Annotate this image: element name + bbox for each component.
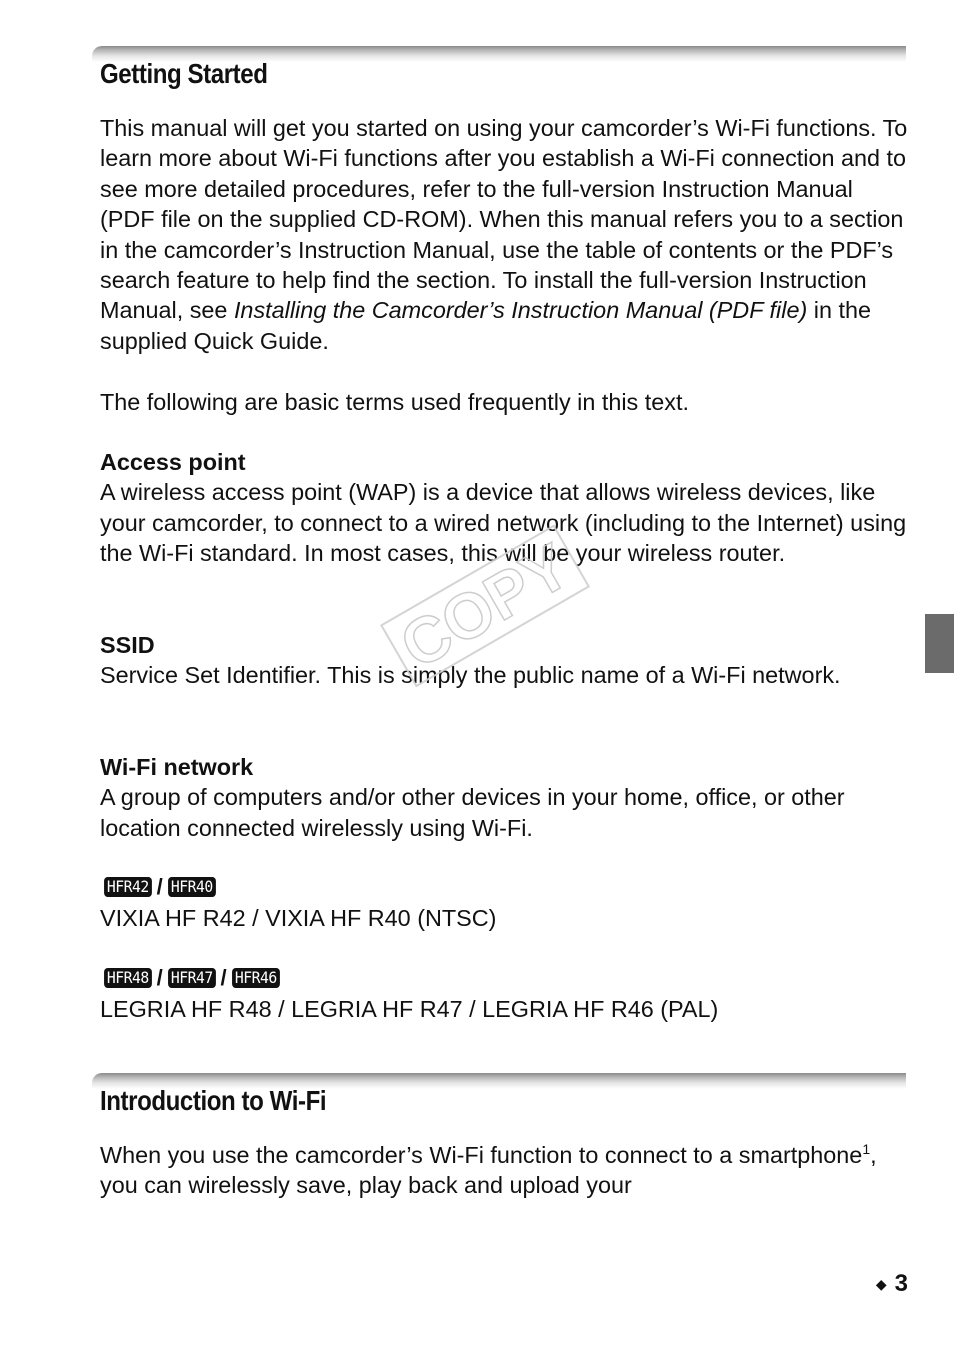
model-badge-icon: HFR42: [104, 877, 152, 897]
chapter-tab: [925, 614, 954, 673]
model-badge-icon: HFR47: [168, 968, 216, 988]
model-separator: /: [156, 965, 163, 990]
term-wifi-network: [100, 752, 908, 843]
intro-wifi-text-part-2: , you can wirelessly save, play back and upload your: [100, 1142, 877, 1199]
model-icons-ntsc: [102, 875, 217, 899]
model-separator: /: [220, 965, 227, 990]
page-number-value: 3: [894, 1270, 908, 1297]
section-title-getting-started: Getting Started: [100, 58, 268, 89]
page-number: [876, 1270, 908, 1298]
intro-wifi-text-part-1: When you use the camcorder’s Wi-Fi function to connect to a smartphone: [100, 1142, 863, 1168]
intro-wifi-paragraph: [100, 1140, 908, 1201]
term-definition: A wireless access point (WAP) is a device that allows wireless devices, like your camcorder, to connect to a wired network (including to the Internet) using the Wi-Fi standard. In most cases, this will be your wireless router.: [100, 479, 907, 567]
terms-intro: The following are basic terms used frequently in this text.: [100, 389, 689, 415]
footnote-marker: 1: [862, 1141, 871, 1158]
models-pal-text: LEGRIA HF R48 / LEGRIA HF R47 / LEGRIA HF R46 (PAL): [100, 996, 719, 1022]
model-badge-icon: HFR48: [104, 968, 152, 988]
diamond-icon: ◆: [875, 1275, 887, 1292]
term-definition: A group of computers and/or other devices in your home, office, or other location connected wirelessly using Wi-Fi.: [100, 784, 845, 841]
term-title: SSID: [100, 632, 155, 658]
model-icons-pal: [102, 966, 281, 990]
intro-text-part-1: This manual will get you started on using your camcorder’s Wi-Fi functions. To learn more about Wi-Fi functions after you establish a Wi-Fi connection and to see more detailed procedures, refer to the full-version Instruction Manual (PDF file on the supplied CD-ROM). When this manual refers you to a section in the camcorder’s Instruction Manual, use the table of contents or the PDF’s search feature to help find the section. To install the full-version Instruction Manual, see: [100, 115, 908, 324]
term-access-point: [100, 447, 908, 569]
model-badge-icon: HFR46: [232, 968, 280, 988]
intro-paragraph: [100, 113, 908, 356]
model-separator: /: [156, 874, 163, 899]
models-ntsc-text: VIXIA HF R42 / VIXIA HF R40 (NTSC): [100, 905, 497, 931]
term-definition: Service Set Identifier. This is simply the public name of a Wi-Fi network.: [100, 662, 841, 689]
term-ssid: [100, 630, 908, 691]
intro-italic-reference: Installing the Camcorder’s Instruction Manual (PDF file): [233, 297, 808, 324]
term-title: Wi-Fi network: [100, 754, 254, 780]
model-badge-icon: HFR40: [168, 877, 216, 897]
term-title: Access point: [100, 449, 246, 475]
section-title-intro-wifi: Introduction to Wi-Fi: [100, 1085, 327, 1116]
intro-text-part-2: in the supplied Quick Guide.: [100, 297, 871, 354]
copy-watermark: COPY: [380, 524, 590, 687]
